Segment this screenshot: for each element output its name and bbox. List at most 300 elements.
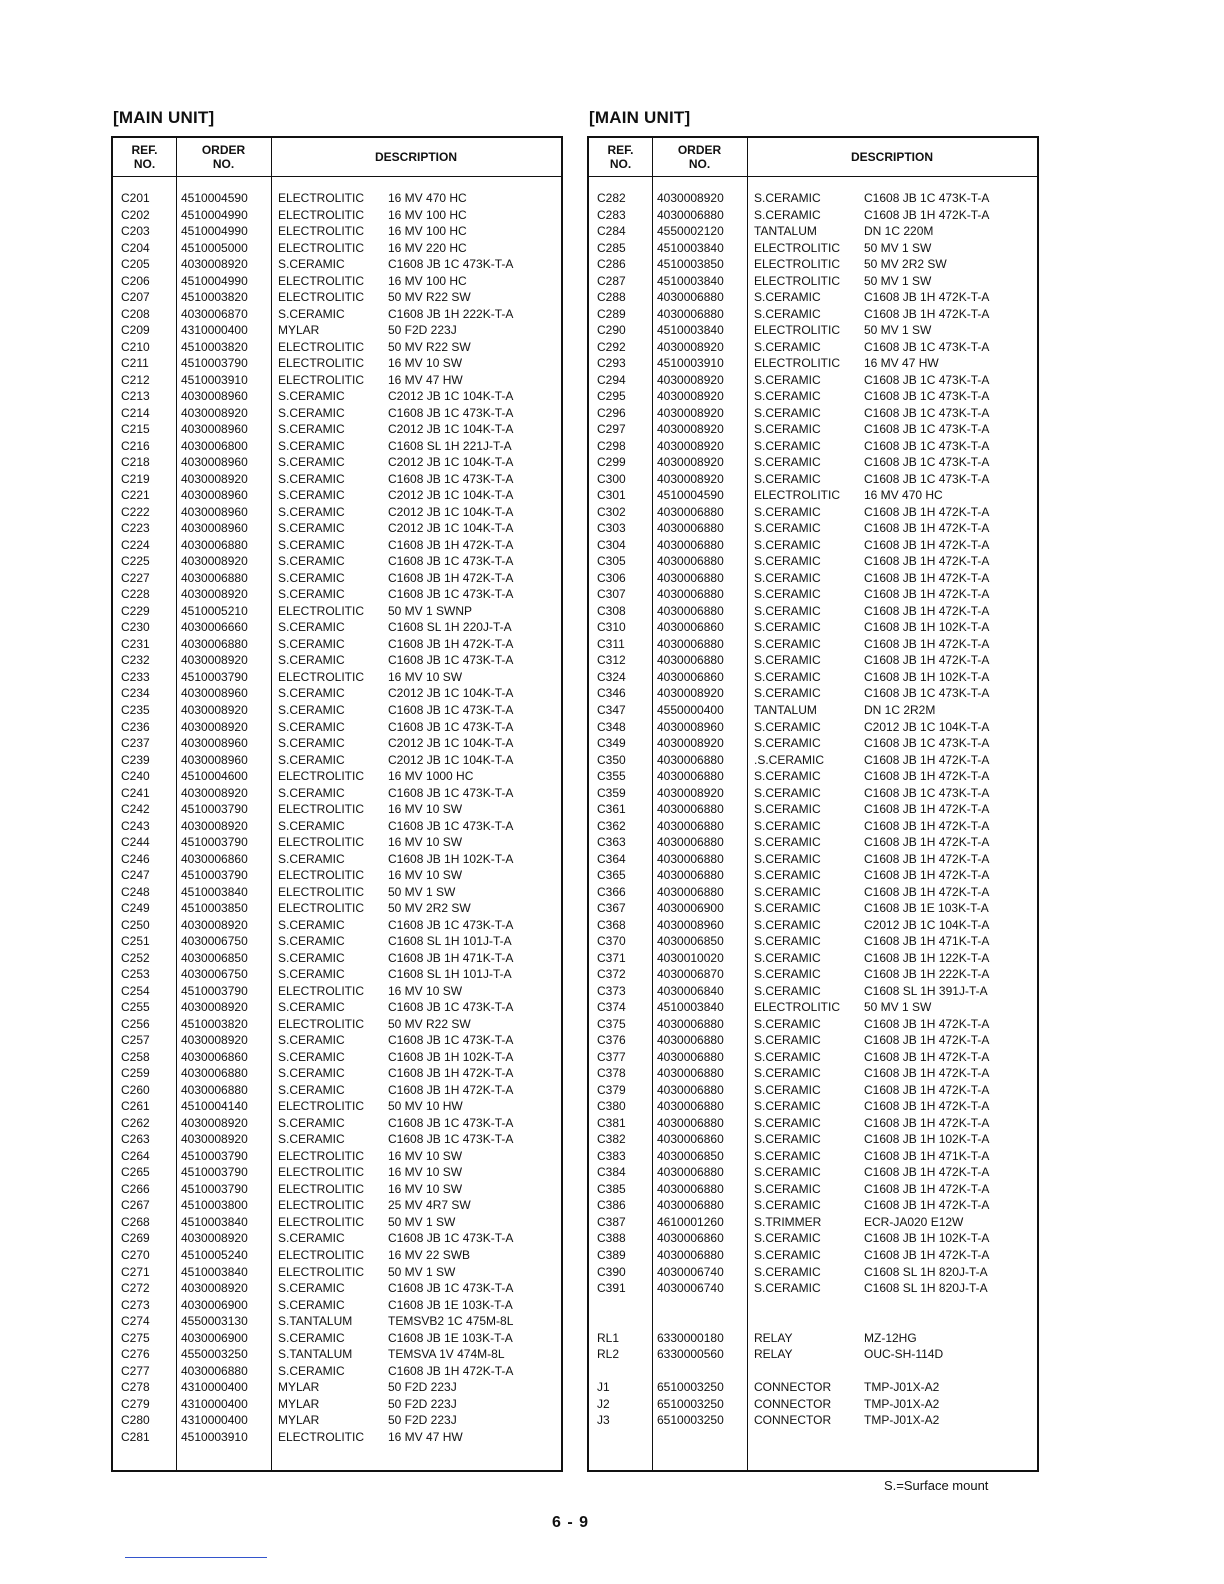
order-cell: 4030006880 (657, 504, 724, 519)
order-cell: 4030008920 (657, 785, 724, 800)
table-row (589, 950, 1037, 967)
order-cell: 4030008960 (181, 389, 248, 404)
order-cell: 4510003790 (181, 983, 248, 998)
value-cell: C2012 JB 1C 104K-T-A (388, 488, 514, 503)
value-cell: C1608 JB 1H 472K-T-A (864, 868, 990, 883)
table-row (113, 1164, 561, 1181)
ref-cell: C219 (121, 471, 150, 486)
order-cell: 4030008920 (657, 372, 724, 387)
table-row (589, 603, 1037, 620)
ref-cell: C263 (121, 1132, 150, 1147)
order-cell: 4030008920 (181, 1132, 248, 1147)
table-row (589, 1297, 1037, 1314)
value-cell: 16 MV 10 SW (388, 1148, 463, 1163)
value-cell: C1608 JB 1H 471K-T-A (864, 934, 990, 949)
table-row (589, 966, 1037, 983)
type-cell: S.CERAMIC (754, 1099, 821, 1114)
order-cell: 4030008920 (181, 917, 248, 932)
ref-cell: C367 (597, 901, 626, 916)
value-cell: C1608 SL 1H 220J-T-A (388, 620, 512, 635)
order-cell: 4030008960 (181, 521, 248, 536)
table-row (589, 702, 1037, 719)
table-row (589, 719, 1037, 736)
table-row (113, 1264, 561, 1281)
table-row (113, 190, 561, 207)
order-cell: 4310000400 (181, 1396, 248, 1411)
order-cell: 4030006880 (657, 290, 724, 305)
value-cell: C1608 JB 1C 473K-T-A (388, 917, 514, 932)
ref-cell: C240 (121, 769, 150, 784)
value-cell: C2012 JB 1C 104K-T-A (388, 389, 514, 404)
value-cell: 16 MV 10 SW (388, 356, 463, 371)
ref-cell: C208 (121, 306, 150, 321)
table-row (113, 1230, 561, 1247)
order-cell: 4030006880 (181, 570, 248, 585)
value-cell: C1608 JB 1H 472K-T-A (388, 1363, 514, 1378)
ref-cell: C255 (121, 1000, 150, 1015)
ref-cell: C306 (597, 570, 626, 585)
type-cell: ELECTROLITIC (278, 1264, 365, 1279)
ref-cell: C266 (121, 1181, 150, 1196)
table-row (113, 719, 561, 736)
table-row (113, 1016, 561, 1033)
order-cell: 4510003840 (657, 273, 724, 288)
value-cell: C1608 JB 1E 103K-T-A (864, 901, 989, 916)
order-cell: 4030006900 (181, 1297, 248, 1312)
value-cell: C1608 JB 1H 222K-T-A (388, 306, 514, 321)
order-cell: 4030006880 (657, 587, 724, 602)
ref-cell: C348 (597, 719, 626, 734)
order-cell: 4030006880 (657, 1033, 724, 1048)
order-cell: 4610001260 (657, 1214, 724, 1229)
value-cell: OUC-SH-114D (864, 1347, 944, 1362)
order-cell: 6330000180 (657, 1330, 724, 1345)
type-cell: S.CERAMIC (278, 1115, 345, 1130)
value-cell: 50 MV 1 SW (864, 1000, 932, 1015)
ref-cell: C272 (121, 1281, 150, 1296)
type-cell: S.CERAMIC (754, 405, 821, 420)
value-cell: C1608 SL 1H 820J-T-A (864, 1281, 988, 1296)
table-row (113, 1280, 561, 1297)
order-cell: 4030006880 (657, 1099, 724, 1114)
ref-cell: C204 (121, 240, 150, 255)
order-cell: 4510003790 (181, 802, 248, 817)
type-cell: ELECTROLITIC (278, 356, 365, 371)
value-cell: C1608 JB 1H 472K-T-A (388, 1066, 514, 1081)
type-cell: S.CERAMIC (278, 488, 345, 503)
value-cell: 50 F2D 223J (388, 323, 457, 338)
table-row (113, 1396, 561, 1413)
type-cell: S.CERAMIC (754, 901, 821, 916)
value-cell: C1608 JB 1C 473K-T-A (864, 422, 990, 437)
value-cell: 50 MV 1 SWNP (388, 603, 473, 618)
table-row (113, 1148, 561, 1165)
ref-cell: C203 (121, 224, 150, 239)
value-cell: 16 MV 10 SW (388, 1165, 463, 1180)
order-cell: 4030006850 (657, 934, 724, 949)
value-cell: C1608 JB 1H 472K-T-A (864, 1198, 990, 1213)
type-cell: S.CERAMIC (278, 587, 345, 602)
table-row (113, 685, 561, 702)
value-cell: C1608 JB 1H 102K-T-A (388, 1049, 514, 1064)
ref-cell: C308 (597, 603, 626, 618)
table-row (113, 884, 561, 901)
table-row (113, 421, 561, 438)
ref-cell: C221 (121, 488, 150, 503)
table-row (113, 867, 561, 884)
type-cell: S.CERAMIC (754, 587, 821, 602)
value-cell: 50 MV 2R2 SW (864, 257, 947, 272)
ref-cell: C262 (121, 1115, 150, 1130)
order-cell: 4030008920 (181, 1281, 248, 1296)
type-cell: S.CERAMIC (278, 537, 345, 552)
ref-cell: C246 (121, 851, 150, 866)
ref-cell: C305 (597, 554, 626, 569)
table-row (113, 223, 561, 240)
page-number: 6 - 9 (552, 1514, 590, 1531)
type-cell: S.CERAMIC (754, 1049, 821, 1064)
ref-cell: C371 (597, 950, 626, 965)
ref-cell: C258 (121, 1049, 150, 1064)
order-cell: 4550003130 (181, 1314, 248, 1329)
value-cell: C2012 JB 1C 104K-T-A (388, 736, 514, 751)
type-cell: S.CERAMIC (754, 868, 821, 883)
value-cell: 16 MV 10 SW (388, 802, 463, 817)
table-row (113, 1065, 561, 1082)
table-row (589, 752, 1037, 769)
type-cell: S.CERAMIC (754, 570, 821, 585)
order-cell: 4510003820 (181, 339, 248, 354)
table-row (113, 1181, 561, 1198)
type-cell: S.CERAMIC (754, 802, 821, 817)
table-row (113, 966, 561, 983)
type-cell: S.CERAMIC (754, 1264, 821, 1279)
type-cell: ELECTROLITIC (278, 901, 365, 916)
table-row (113, 1313, 561, 1330)
ref-cell: C274 (121, 1314, 150, 1329)
type-cell: S.CERAMIC (278, 306, 345, 321)
type-cell: S.CERAMIC (754, 1281, 821, 1296)
value-cell: C1608 JB 1C 473K-T-A (388, 1231, 514, 1246)
type-cell: S.CERAMIC (278, 438, 345, 453)
order-cell: 4550000400 (657, 702, 724, 717)
type-cell: S.CERAMIC (278, 1363, 345, 1378)
header-ref-no: REF. NO. (607, 143, 634, 171)
ref-cell: C376 (597, 1033, 626, 1048)
table-row (589, 735, 1037, 752)
table-rows (589, 190, 1037, 1429)
ref-cell: C378 (597, 1066, 626, 1081)
value-cell: 16 MV 220 HC (388, 240, 467, 255)
type-cell: S.CERAMIC (278, 719, 345, 734)
order-cell: 4030006880 (181, 1066, 248, 1081)
table-row (589, 1016, 1037, 1033)
order-cell: 4030006800 (181, 438, 248, 453)
table-row (589, 768, 1037, 785)
ref-cell: C279 (121, 1396, 150, 1411)
order-cell: 4030006880 (181, 537, 248, 552)
type-cell: S.CERAMIC (754, 1066, 821, 1081)
table-row (113, 438, 561, 455)
value-cell: C1608 JB 1C 473K-T-A (864, 339, 990, 354)
ref-cell: C390 (597, 1264, 626, 1279)
value-cell: C1608 JB 1C 473K-T-A (864, 389, 990, 404)
table-row (589, 834, 1037, 851)
table-row (113, 553, 561, 570)
type-cell: S.CERAMIC (754, 636, 821, 651)
type-cell: S.CERAMIC (754, 1033, 821, 1048)
ref-cell: C250 (121, 917, 150, 932)
order-cell: 4030008920 (657, 422, 724, 437)
order-cell: 4510003840 (657, 1000, 724, 1015)
value-cell: C1608 SL 1H 820J-T-A (864, 1264, 988, 1279)
table-row (589, 785, 1037, 802)
value-cell: C2012 JB 1C 104K-T-A (864, 719, 990, 734)
ref-cell: C383 (597, 1148, 626, 1163)
type-cell: S.CERAMIC (278, 752, 345, 767)
order-cell: 4030006860 (657, 669, 724, 684)
value-cell: 50 MV 1 SW (388, 1264, 456, 1279)
ref-cell: C349 (597, 736, 626, 751)
table-row (589, 190, 1037, 207)
value-cell: C1608 JB 1C 473K-T-A (864, 686, 990, 701)
order-cell: 4030008920 (657, 686, 724, 701)
type-cell: S.CERAMIC (754, 835, 821, 850)
value-cell: TMP-J01X-A2 (864, 1413, 940, 1428)
header-divider (113, 176, 561, 177)
table-row (589, 471, 1037, 488)
table-row (589, 1065, 1037, 1082)
ref-cell: C241 (121, 785, 150, 800)
type-cell: ELECTROLITIC (278, 802, 365, 817)
table-row (113, 570, 561, 587)
order-cell: 4310000400 (181, 323, 248, 338)
type-cell: TANTALUM (754, 702, 817, 717)
table-row (113, 735, 561, 752)
value-cell: C1608 JB 1E 103K-T-A (388, 1330, 513, 1345)
type-cell: S.CERAMIC (278, 785, 345, 800)
ref-cell: C303 (597, 521, 626, 536)
order-cell: 4510003910 (181, 372, 248, 387)
type-cell: S.CERAMIC (754, 207, 821, 222)
order-cell: 4510003790 (181, 1181, 248, 1196)
order-cell: 4510003840 (181, 1264, 248, 1279)
value-cell: 50 MV 1 SW (864, 273, 932, 288)
type-cell: ELECTROLITIC (278, 224, 365, 239)
ref-cell: C271 (121, 1264, 150, 1279)
order-cell: 4030008920 (657, 191, 724, 205)
value-cell: 50 MV 10 HW (388, 1099, 463, 1114)
value-cell: C1608 JB 1H 472K-T-A (864, 570, 990, 585)
value-cell: C1608 JB 1H 471K-T-A (864, 1148, 990, 1163)
value-cell: 16 MV 47 HW (388, 372, 463, 387)
value-cell: C1608 JB 1C 473K-T-A (388, 702, 514, 717)
value-cell: C1608 JB 1C 473K-T-A (388, 587, 514, 602)
type-cell: S.CERAMIC (754, 422, 821, 437)
ref-cell: C287 (597, 273, 626, 288)
order-cell: 4030008920 (181, 1000, 248, 1015)
table-row (589, 537, 1037, 554)
type-cell: S.CERAMIC (278, 521, 345, 536)
ref-cell: C391 (597, 1281, 626, 1296)
order-cell: 4030008960 (181, 504, 248, 519)
value-cell: 16 MV 100 HC (388, 273, 467, 288)
order-cell: 4030006850 (657, 1148, 724, 1163)
type-cell: ELECTROLITIC (754, 323, 841, 338)
ref-cell: C379 (597, 1082, 626, 1097)
type-cell: S.CERAMIC (754, 1082, 821, 1097)
value-cell: C1608 JB 1C 473K-T-A (388, 554, 514, 569)
type-cell: ELECTROLITIC (754, 488, 841, 503)
value-cell: C1608 SL 1H 221J-T-A (388, 438, 512, 453)
ref-cell: C294 (597, 372, 626, 387)
order-cell: 4510005210 (181, 603, 248, 618)
order-cell: 4030006750 (181, 934, 248, 949)
value-cell: C1608 JB 1H 102K-T-A (864, 620, 990, 635)
value-cell: C1608 JB 1H 102K-T-A (864, 1231, 990, 1246)
table-row (589, 999, 1037, 1016)
ref-cell: C312 (597, 653, 626, 668)
ref-cell: C382 (597, 1132, 626, 1147)
order-cell: 4030008960 (657, 719, 724, 734)
type-cell: S.CERAMIC (278, 389, 345, 404)
order-cell: 4550002120 (657, 224, 724, 239)
table-row (113, 504, 561, 521)
type-cell: ELECTROLITIC (278, 273, 365, 288)
type-cell: S.CERAMIC (278, 1000, 345, 1015)
order-cell: 4030008920 (657, 405, 724, 420)
type-cell: S.TANTALUM (278, 1314, 353, 1329)
table-row (113, 950, 561, 967)
type-cell: S.CERAMIC (278, 1231, 345, 1246)
order-cell: 4030006880 (657, 537, 724, 552)
ref-cell: C363 (597, 835, 626, 850)
type-cell: ELECTROLITIC (754, 1000, 841, 1015)
order-cell: 4030008920 (181, 257, 248, 272)
order-cell: 4030006880 (657, 306, 724, 321)
type-cell: ELECTROLITIC (278, 868, 365, 883)
value-cell: 50 F2D 223J (388, 1396, 457, 1411)
value-cell: C1608 JB 1H 472K-T-A (864, 1049, 990, 1064)
table-row (589, 1164, 1037, 1181)
value-cell: 50 MV R22 SW (388, 290, 471, 305)
value-cell: 50 MV 1 SW (388, 1214, 456, 1229)
order-cell: 4030008920 (657, 471, 724, 486)
order-cell: 4030008960 (181, 488, 248, 503)
type-cell: S.CERAMIC (278, 405, 345, 420)
value-cell: 16 MV 10 SW (388, 868, 463, 883)
ref-cell: C361 (597, 802, 626, 817)
ref-cell: C264 (121, 1148, 150, 1163)
ref-cell: C206 (121, 273, 150, 288)
table-row (113, 256, 561, 273)
value-cell: C1608 JB 1H 472K-T-A (864, 1082, 990, 1097)
table-row (113, 471, 561, 488)
ref-cell: C307 (597, 587, 626, 602)
order-cell: 4030006880 (657, 769, 724, 784)
table-row (589, 1330, 1037, 1347)
ref-cell: C234 (121, 686, 150, 701)
ref-cell: C277 (121, 1363, 150, 1378)
order-cell: 4310000400 (181, 1413, 248, 1428)
ref-cell: C365 (597, 868, 626, 883)
order-cell: 4030008920 (181, 653, 248, 668)
order-cell: 4510004590 (181, 191, 248, 205)
order-cell: 4510003840 (657, 240, 724, 255)
order-cell: 6510003250 (657, 1396, 724, 1411)
value-cell: C1608 JB 1H 472K-T-A (864, 504, 990, 519)
ref-cell: C297 (597, 422, 626, 437)
ref-cell: C380 (597, 1099, 626, 1114)
table-row (113, 339, 561, 356)
type-cell: S.CERAMIC (754, 521, 821, 536)
ref-cell: C381 (597, 1115, 626, 1130)
header-order-no: ORDER NO. (677, 143, 722, 171)
table-row (589, 421, 1037, 438)
type-cell: S.CERAMIC (278, 818, 345, 833)
order-cell: 4030008960 (181, 455, 248, 470)
order-cell: 4030006860 (657, 1231, 724, 1246)
type-cell: S.CERAMIC (754, 653, 821, 668)
ref-cell: C212 (121, 372, 150, 387)
type-cell: S.CERAMIC (754, 851, 821, 866)
value-cell: C1608 JB 1C 473K-T-A (388, 1115, 514, 1130)
type-cell: S.CERAMIC (754, 934, 821, 949)
value-cell: 25 MV 4R7 SW (388, 1198, 471, 1213)
table-row (113, 834, 561, 851)
value-cell: 50 MV 2R2 SW (388, 901, 471, 916)
type-cell: ELECTROLITIC (278, 835, 365, 850)
ref-cell: C237 (121, 736, 150, 751)
type-cell: S.CERAMIC (754, 818, 821, 833)
value-cell: C1608 JB 1C 473K-T-A (388, 1281, 514, 1296)
order-cell: 4030008920 (181, 1115, 248, 1130)
order-cell: 4030010020 (657, 950, 724, 965)
table-row (113, 1412, 561, 1429)
table-row (589, 273, 1037, 290)
type-cell: S.CERAMIC (754, 1165, 821, 1180)
ref-cell: C286 (597, 257, 626, 272)
value-cell: 16 MV 47 HW (864, 356, 939, 371)
order-cell: 4510003790 (181, 669, 248, 684)
ref-cell: C201 (121, 191, 150, 205)
ref-cell: C384 (597, 1165, 626, 1180)
type-cell: ELECTROLITIC (278, 1248, 365, 1262)
table-row (589, 1280, 1037, 1297)
type-cell: S.CERAMIC (278, 1297, 345, 1312)
type-cell: S.CERAMIC (754, 1198, 821, 1213)
table-row (589, 1264, 1037, 1281)
ref-cell: C252 (121, 950, 150, 965)
section-title-left: [MAIN UNIT] (113, 108, 215, 127)
ref-cell: RL2 (597, 1347, 620, 1362)
value-cell: C1608 JB 1C 473K-T-A (388, 1033, 514, 1048)
type-cell: S.CERAMIC (754, 950, 821, 965)
table-row (113, 1379, 561, 1396)
type-cell: S.CERAMIC (754, 917, 821, 932)
ref-cell: C253 (121, 967, 150, 982)
ref-cell: C228 (121, 587, 150, 602)
header-order-no: ORDER NO. (201, 143, 246, 171)
order-cell: 4030006880 (657, 884, 724, 899)
value-cell: 50 MV 1 SW (388, 884, 456, 899)
order-cell: 4510003910 (657, 356, 724, 371)
type-cell: ELECTROLITIC (278, 1429, 365, 1444)
order-cell: 4030006880 (657, 636, 724, 651)
table-row (589, 1230, 1037, 1247)
value-cell: 50 MV 1 SW (864, 240, 932, 255)
order-cell: 4030006880 (657, 603, 724, 618)
